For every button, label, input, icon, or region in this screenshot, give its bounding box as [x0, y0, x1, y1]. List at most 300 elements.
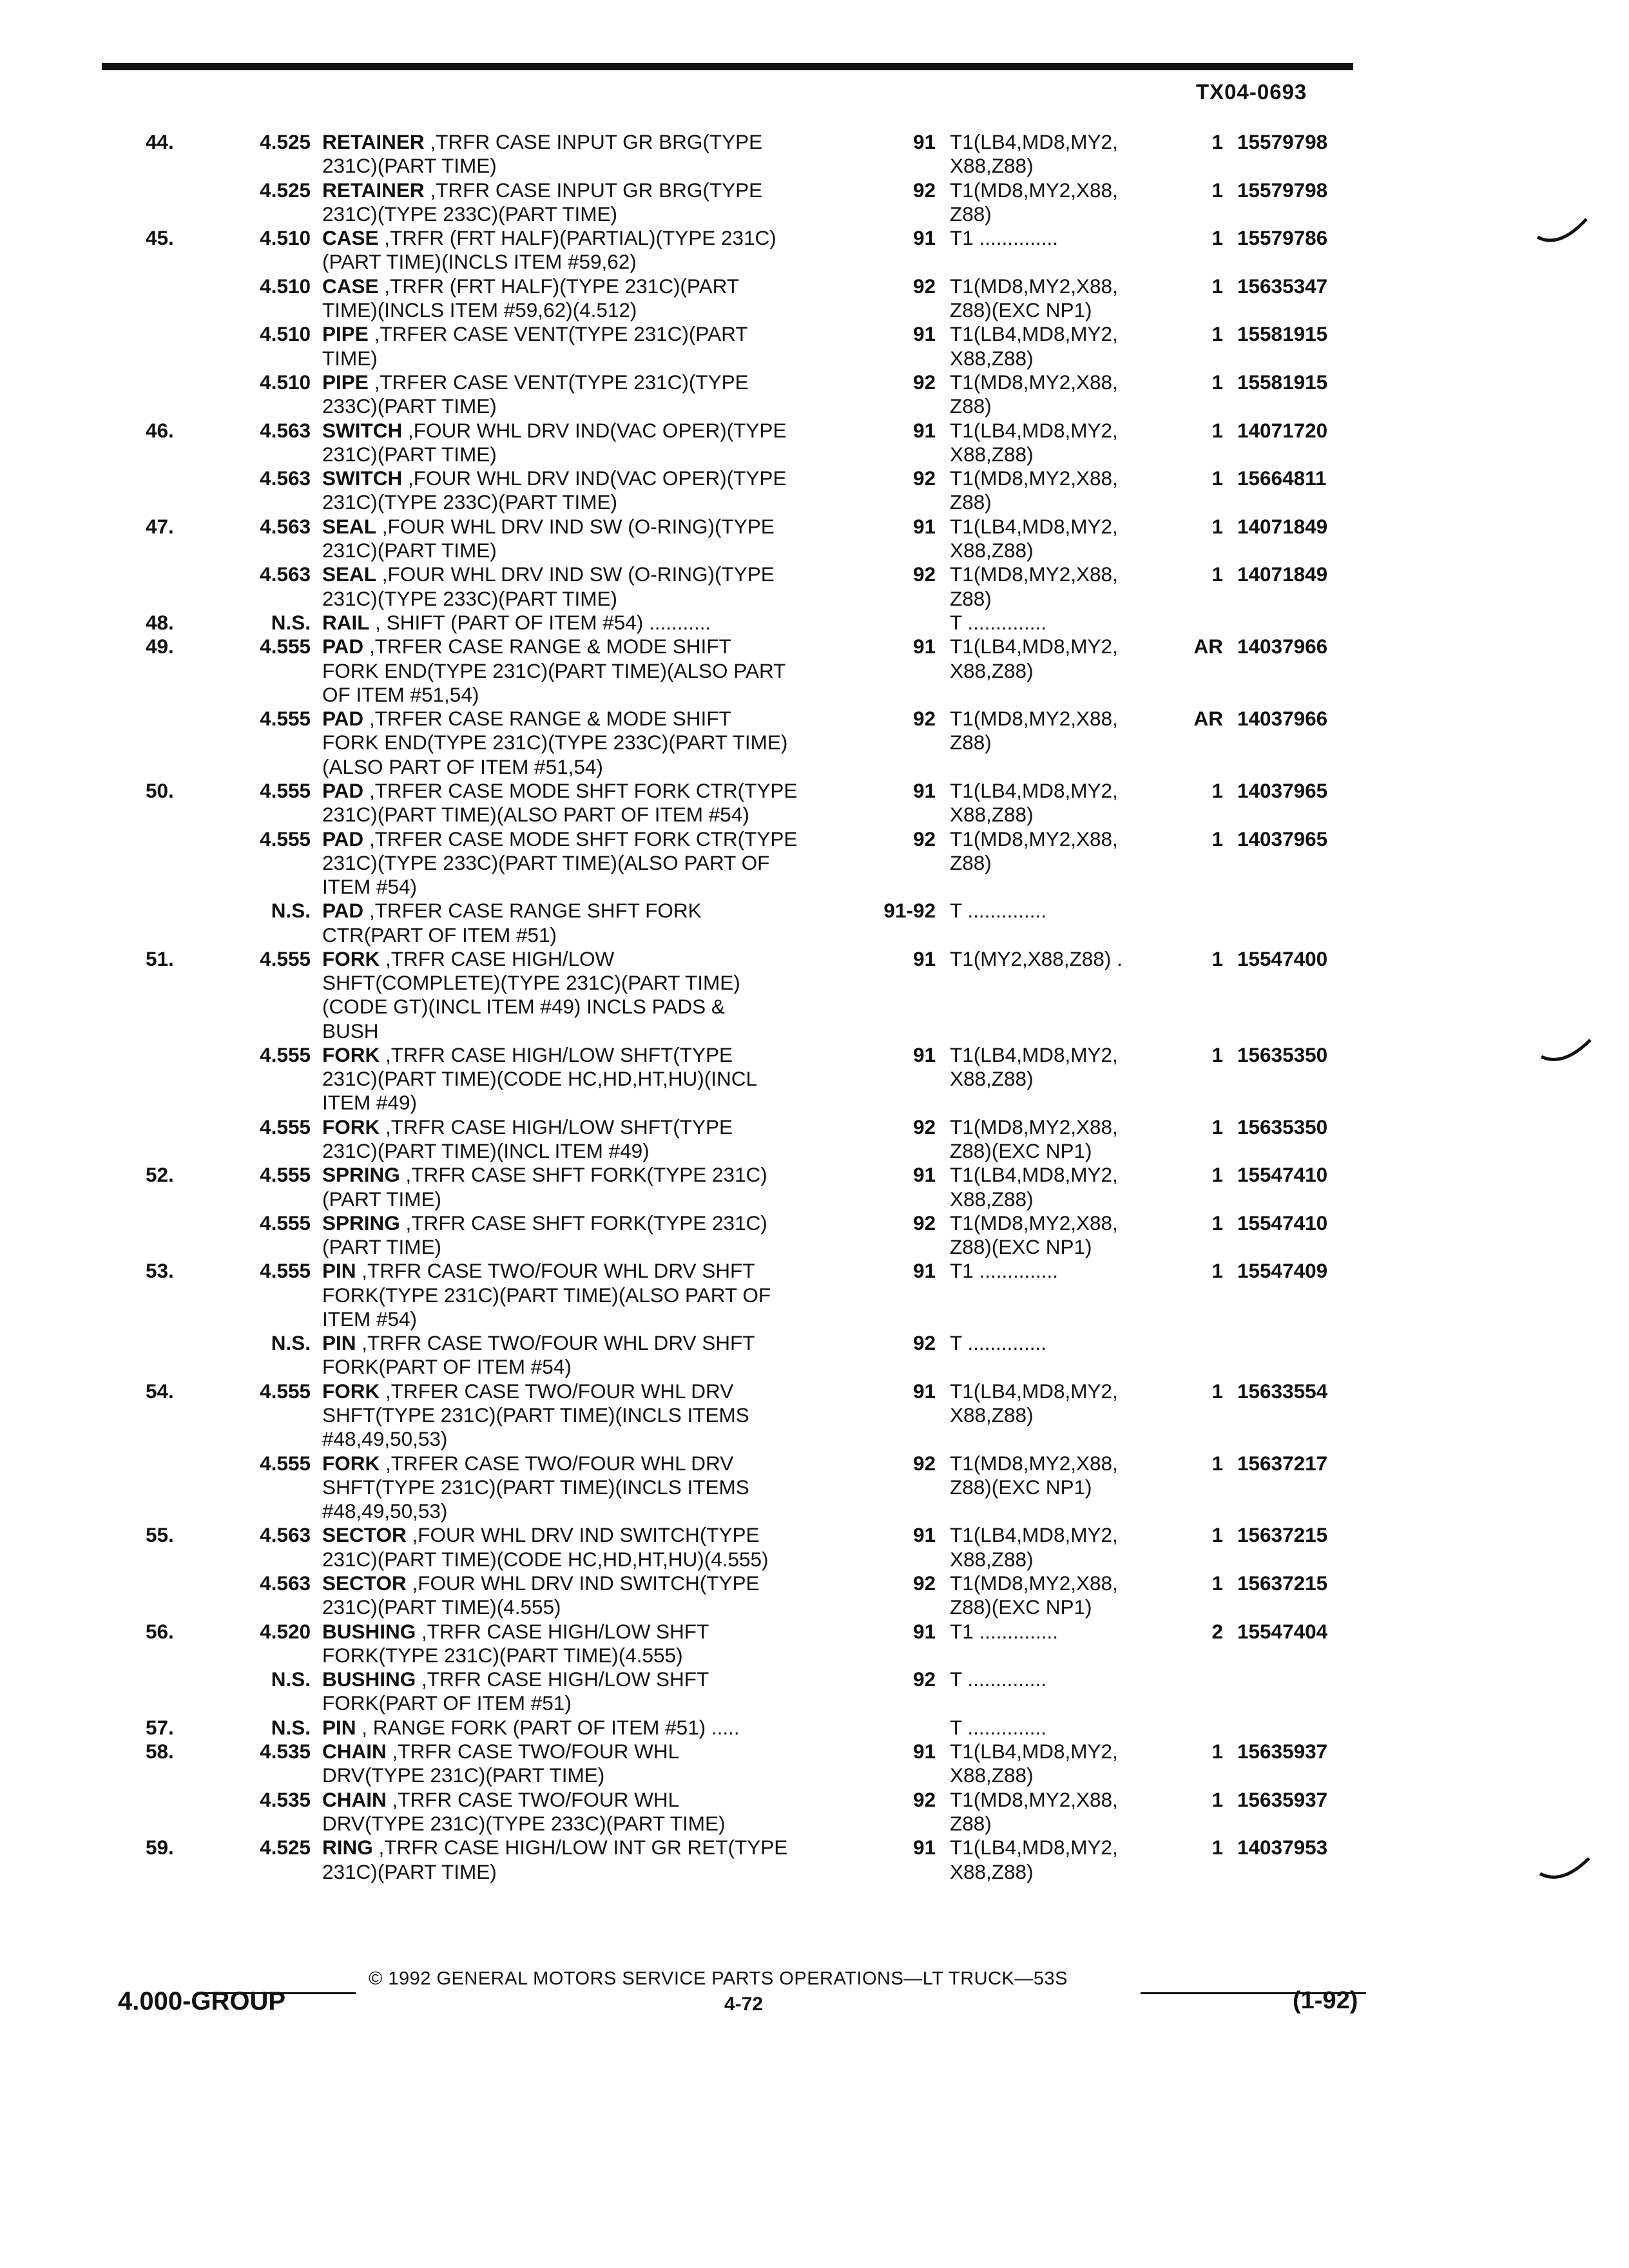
table-row — [0, 635, 1629, 707]
model-code: T1(MD8,MY2,X88, — [950, 274, 1118, 298]
part-number: 15637215 — [1237, 1523, 1328, 1547]
part-number: 15635347 — [1237, 274, 1328, 298]
part-desc-cont: FORK END(TYPE 231C)(PART TIME)(ALSO PART — [322, 658, 786, 682]
model-year: 92 — [912, 1667, 936, 1691]
model-usage — [950, 1740, 1195, 1787]
item-number: 51. — [146, 947, 174, 970]
description — [322, 611, 889, 635]
model-year: 91 — [912, 1619, 936, 1643]
part-desc-cont: 231C)(PART TIME)(4.555) — [322, 1595, 561, 1619]
model-usage — [950, 466, 1195, 514]
model-year: 91 — [912, 226, 936, 250]
table-row — [0, 1716, 1629, 1740]
part-desc: ,TRFER CASE RANGE & MODE SHIFT — [369, 635, 731, 658]
part-desc-cont: 231C)(PART TIME) — [322, 154, 497, 178]
part-name: PIN — [322, 1259, 356, 1283]
model-code: T1(LB4,MD8,MY2, — [950, 778, 1118, 802]
model-usage — [950, 178, 1195, 226]
part-desc-cont: TIME)(INCLS ITEM #59,62)(4.512) — [322, 298, 637, 322]
model-code-cont: X88,Z88) — [950, 803, 1034, 827]
group-number: 4.555 — [260, 1163, 311, 1187]
model-year: 91 — [912, 130, 936, 153]
model-code: T1(LB4,MD8,MY2, — [950, 418, 1118, 442]
description — [322, 779, 889, 827]
quantity: 1 — [1211, 1740, 1223, 1763]
part-desc-cont: (ALSO PART OF ITEM #51,54) — [322, 754, 603, 778]
part-desc: ,TRFR CASE HIGH/LOW INT GR RET(TYPE — [378, 1836, 788, 1860]
group-number: 4.555 — [260, 947, 311, 970]
part-name: PIN — [322, 1715, 356, 1739]
table-row — [0, 1379, 1629, 1452]
part-name: RING — [322, 1836, 373, 1860]
part-number: 15635350 — [1237, 1043, 1328, 1066]
group-number: N.S. — [271, 610, 311, 634]
description — [322, 1620, 889, 1667]
description — [322, 1331, 889, 1379]
group-number: 4.535 — [260, 1787, 311, 1811]
part-desc: ,TRFR CASE HIGH/LOW SHFT — [421, 1619, 709, 1643]
model-code: T1(LB4,MD8,MY2, — [950, 1379, 1118, 1403]
group-number: 4.555 — [260, 778, 311, 802]
part-number: 14071720 — [1237, 418, 1328, 442]
part-desc-cont: #48,49,50,53) — [322, 1427, 448, 1451]
model-code: T1(MD8,MY2,X88, — [950, 178, 1118, 202]
model-code: T1(MD8,MY2,X88, — [950, 1451, 1118, 1475]
model-code: T1(LB4,MD8,MY2, — [950, 1740, 1118, 1763]
quantity: 1 — [1211, 370, 1223, 394]
model-code: T .............. — [950, 1667, 1046, 1691]
part-desc: ,TRFR CASE TWO/FOUR WHL DRV SHFT — [361, 1331, 755, 1355]
part-name: SECTOR — [322, 1571, 407, 1595]
quantity: 1 — [1211, 130, 1223, 153]
model-usage — [950, 130, 1195, 178]
binder-mark-icon — [1534, 211, 1592, 250]
quantity: 1 — [1211, 1787, 1223, 1811]
model-code-cont: Z88)(EXC NP1) — [950, 298, 1092, 322]
item-number: 47. — [146, 514, 174, 538]
quantity: 1 — [1211, 778, 1223, 802]
group-number: N.S. — [271, 899, 311, 923]
model-usage — [950, 515, 1195, 562]
table-row — [0, 130, 1629, 178]
parts-list — [0, 130, 1629, 1884]
model-code: T1(MD8,MY2,X88, — [950, 562, 1118, 586]
model-code-cont: Z88)(EXC NP1) — [950, 1475, 1092, 1499]
part-desc: ,TRFER CASE TWO/FOUR WHL DRV — [385, 1451, 734, 1475]
table-row — [0, 1667, 1629, 1716]
part-desc-cont: 231C)(PART TIME)(INCL ITEM #49) — [322, 1139, 650, 1162]
part-name: PAD — [322, 635, 364, 658]
description — [322, 1211, 889, 1259]
description — [322, 1571, 889, 1619]
model-code: T1(MD8,MY2,X88, — [950, 707, 1118, 731]
model-code: T1(LB4,MD8,MY2, — [950, 1523, 1118, 1547]
model-usage — [950, 1571, 1195, 1619]
table-row — [0, 419, 1629, 467]
model-year: 91 — [912, 778, 936, 802]
description — [322, 827, 889, 899]
part-desc: ,TRFR (FRT HALF)(PARTIAL)(TYPE 231C) — [384, 226, 776, 250]
part-name: FORK — [322, 1115, 380, 1139]
part-desc-cont: SHFT(COMPLETE)(TYPE 231C)(PART TIME) — [322, 971, 740, 995]
table-row — [0, 466, 1629, 515]
quantity: 1 — [1211, 827, 1223, 850]
part-desc: ,TRFR CASE INPUT GR BRG(TYPE — [430, 178, 763, 202]
model-usage — [950, 1211, 1195, 1259]
part-desc-cont: FORK(TYPE 231C)(PART TIME)(4.555) — [322, 1643, 683, 1667]
description — [322, 515, 889, 562]
model-year: 91 — [912, 1163, 936, 1187]
model-code: T .............. — [950, 1331, 1046, 1355]
group-number: 4.555 — [260, 1451, 311, 1475]
model-year: 92 — [912, 1451, 936, 1475]
table-row — [0, 899, 1629, 947]
description — [322, 899, 889, 947]
table-row — [0, 1211, 1629, 1260]
footer-page-number: 4-72 — [724, 1994, 764, 2015]
description — [322, 562, 889, 610]
table-row — [0, 1788, 1629, 1836]
model-usage — [950, 322, 1195, 370]
group-number: 4.563 — [260, 418, 311, 442]
part-desc: ,TRFR (FRT HALF)(TYPE 231C)(PART — [384, 274, 740, 298]
part-desc-cont: (PART TIME) — [322, 1235, 441, 1259]
binder-mark-icon — [1536, 1849, 1594, 1888]
model-code-cont: Z88)(EXC NP1) — [950, 1139, 1092, 1162]
model-code: T1(LB4,MD8,MY2, — [950, 130, 1118, 153]
model-code-cont: Z88)(EXC NP1) — [950, 1595, 1092, 1619]
model-code-cont: X88,Z88) — [950, 1403, 1034, 1427]
part-desc-cont: OF ITEM #51,54) — [322, 682, 479, 706]
table-row — [0, 322, 1629, 370]
part-desc: ,FOUR WHL DRV IND SW (O-RING)(TYPE — [381, 562, 775, 586]
quantity: 1 — [1211, 226, 1223, 250]
model-code: T .............. — [950, 610, 1046, 634]
model-usage — [950, 779, 1195, 827]
part-desc: , RANGE FORK (PART OF ITEM #51) ..... — [361, 1715, 740, 1739]
model-year: 91 — [912, 1740, 936, 1763]
table-row — [0, 827, 1629, 899]
table-row — [0, 1571, 1629, 1620]
part-name: CASE — [322, 226, 379, 250]
part-desc-cont: 231C)(PART TIME) — [322, 538, 497, 562]
part-number: 14037965 — [1237, 778, 1328, 802]
model-code: T1(MD8,MY2,X88, — [950, 827, 1118, 850]
table-row — [0, 1523, 1629, 1571]
group-number: 4.555 — [260, 1115, 311, 1139]
model-usage — [950, 1667, 1195, 1691]
description — [322, 1788, 889, 1836]
part-number: 15635937 — [1237, 1740, 1328, 1763]
model-usage — [950, 827, 1195, 875]
part-desc: ,TRFER CASE VENT(TYPE 231C)(TYPE — [374, 370, 749, 394]
part-number: 15579786 — [1237, 226, 1328, 250]
part-desc: ,FOUR WHL DRV IND(VAC OPER)(TYPE — [408, 466, 787, 490]
model-year: 92 — [912, 466, 936, 490]
part-desc: ,TRFR CASE INPUT GR BRG(TYPE — [430, 130, 763, 153]
model-usage — [950, 274, 1195, 322]
model-usage — [950, 1115, 1195, 1163]
group-number: 4.525 — [260, 178, 311, 202]
part-name: PAD — [322, 707, 364, 731]
part-desc-cont: FORK(PART OF ITEM #54) — [322, 1355, 572, 1379]
part-name: PAD — [322, 778, 364, 802]
part-number: 15635937 — [1237, 1787, 1328, 1811]
part-number: 15581915 — [1237, 370, 1328, 394]
description — [322, 635, 889, 707]
part-desc: ,TRFR CASE HIGH/LOW SHFT(TYPE — [385, 1043, 733, 1066]
part-number: 15637217 — [1237, 1451, 1328, 1475]
table-row — [0, 1163, 1629, 1211]
part-name: SEAL — [322, 562, 377, 586]
part-desc: ,TRFER CASE RANGE & MODE SHIFT — [369, 707, 731, 731]
part-desc-cont: FORK(PART OF ITEM #51) — [322, 1691, 572, 1715]
description — [322, 226, 889, 274]
model-code-cont: X88,Z88) — [950, 1763, 1034, 1787]
part-number: 15579798 — [1237, 178, 1328, 202]
item-number: 45. — [146, 226, 174, 250]
model-year: 92 — [912, 274, 936, 298]
part-number: 15633554 — [1237, 1379, 1328, 1403]
group-number: 4.563 — [260, 562, 311, 586]
part-number: 15664811 — [1237, 466, 1327, 490]
item-number: 57. — [146, 1715, 174, 1739]
model-year: 92 — [912, 1115, 936, 1139]
part-number: 14037953 — [1237, 1836, 1328, 1860]
table-row — [0, 1115, 1629, 1164]
group-number: 4.555 — [260, 1379, 311, 1403]
group-number: N.S. — [271, 1331, 311, 1355]
model-usage — [950, 1836, 1195, 1883]
group-number: 4.563 — [260, 1571, 311, 1595]
group-number: N.S. — [271, 1715, 311, 1739]
table-row — [0, 370, 1629, 419]
model-code-cont: Z88) — [950, 850, 992, 874]
quantity: 1 — [1211, 947, 1223, 970]
table-row — [0, 779, 1629, 827]
item-number: 48. — [146, 610, 174, 634]
description — [322, 1379, 889, 1452]
part-name: BUSHING — [322, 1619, 416, 1643]
table-row — [0, 226, 1629, 274]
part-desc: ,TRFER CASE RANGE SHFT FORK — [369, 899, 702, 923]
part-number: 14071849 — [1237, 562, 1328, 586]
part-name: RAIL — [322, 610, 370, 634]
model-year: 92 — [912, 562, 936, 586]
part-desc-cont: DRV(TYPE 231C)(TYPE 233C)(PART TIME) — [322, 1812, 726, 1836]
model-year: 91 — [912, 514, 936, 538]
model-code: T1 .............. — [950, 1259, 1059, 1283]
model-year: 91 — [912, 1043, 936, 1066]
model-code: T .............. — [950, 1715, 1046, 1739]
table-row — [0, 274, 1629, 323]
group-number: 4.555 — [260, 707, 311, 731]
quantity: 1 — [1211, 178, 1223, 202]
description — [322, 947, 889, 1043]
description — [322, 707, 889, 779]
part-desc: ,TRFR CASE HIGH/LOW SHFT(TYPE — [385, 1115, 733, 1139]
description — [322, 370, 889, 418]
group-number: 4.510 — [260, 226, 311, 250]
part-desc-cont: ITEM #54) — [322, 874, 418, 898]
part-desc: ,FOUR WHL DRV IND SW (O-RING)(TYPE — [381, 514, 775, 538]
part-desc: ,TRFER CASE TWO/FOUR WHL DRV — [385, 1379, 734, 1403]
model-usage — [950, 1259, 1195, 1283]
item-number: 53. — [146, 1259, 174, 1283]
item-number: 46. — [146, 418, 174, 442]
group-number: 4.510 — [260, 370, 311, 394]
part-desc: ,TRFR CASE TWO/FOUR WHL — [392, 1740, 680, 1763]
model-code-cont: Z88) — [950, 586, 992, 610]
quantity: 1 — [1211, 418, 1223, 442]
model-year: 92 — [912, 370, 936, 394]
part-desc: ,TRFER CASE MODE SHFT FORK CTR(TYPE — [369, 827, 798, 850]
model-code-cont: Z88) — [950, 394, 992, 418]
model-usage — [950, 1163, 1195, 1211]
quantity: 1 — [1211, 1523, 1223, 1547]
part-desc-cont: 231C)(TYPE 233C)(PART TIME) — [322, 202, 618, 226]
model-usage — [950, 1331, 1195, 1355]
item-number: 54. — [146, 1379, 174, 1403]
model-year: 92 — [912, 1571, 936, 1595]
part-name: FORK — [322, 1451, 380, 1475]
model-code: T1 .............. — [950, 226, 1059, 250]
model-year: 91 — [912, 418, 936, 442]
model-code: T1(MY2,X88,Z88) . — [950, 947, 1123, 970]
model-code-cont: Z88)(EXC NP1) — [950, 1235, 1092, 1259]
quantity: 1 — [1211, 1259, 1223, 1283]
part-name: RETAINER — [322, 178, 425, 202]
part-number: 14037965 — [1237, 827, 1328, 850]
model-code: T1(LB4,MD8,MY2, — [950, 1043, 1118, 1066]
item-number: 49. — [146, 635, 174, 658]
model-code-cont: X88,Z88) — [950, 1860, 1034, 1883]
group-number: 4.555 — [260, 1043, 311, 1066]
part-desc: ,TRFR CASE SHFT FORK(TYPE 231C) — [405, 1211, 767, 1235]
part-desc-cont: 233C)(PART TIME) — [322, 394, 497, 418]
part-desc-cont: ITEM #49) — [322, 1091, 418, 1115]
model-usage — [950, 707, 1195, 754]
model-year: 91 — [912, 1259, 936, 1283]
model-usage — [950, 370, 1195, 418]
part-desc: ,FOUR WHL DRV IND SWITCH(TYPE — [412, 1571, 760, 1595]
model-year: 91 — [912, 322, 936, 346]
quantity: 1 — [1211, 1043, 1223, 1066]
model-usage — [950, 1716, 1195, 1740]
model-usage — [950, 1620, 1195, 1644]
part-desc-cont: 231C)(PART TIME) — [322, 442, 497, 466]
description — [322, 419, 889, 466]
model-code-cont: Z88) — [950, 202, 992, 226]
part-desc-cont: FORK(TYPE 231C)(PART TIME)(ALSO PART OF — [322, 1283, 771, 1307]
description — [322, 1740, 889, 1787]
table-row — [0, 1259, 1629, 1331]
part-desc-cont: 231C)(PART TIME)(ALSO PART OF ITEM #54) — [322, 803, 749, 827]
part-desc-cont: (PART TIME) — [322, 1187, 441, 1211]
part-desc-cont: TIME) — [322, 346, 378, 370]
part-number: 15581915 — [1237, 322, 1328, 346]
quantity: 1 — [1211, 1571, 1223, 1595]
description — [322, 178, 889, 226]
group-number: 4.555 — [260, 635, 311, 658]
description — [322, 274, 889, 322]
footer-date: (1-92) — [1293, 1987, 1358, 2014]
part-desc-cont: 231C)(PART TIME)(CODE HC,HD,HT,HU)(4.555) — [322, 1547, 769, 1571]
quantity: AR — [1193, 635, 1223, 658]
item-number: 58. — [146, 1740, 174, 1763]
part-number: 15579798 — [1237, 130, 1328, 153]
model-code: T1(LB4,MD8,MY2, — [950, 322, 1118, 346]
part-desc: ,TRFR CASE TWO/FOUR WHL — [392, 1787, 680, 1811]
model-year: 91-92 — [883, 899, 936, 923]
item-number: 44. — [146, 130, 174, 153]
table-row — [0, 1452, 1629, 1524]
description — [322, 1716, 889, 1740]
model-year: 91 — [912, 1836, 936, 1860]
model-usage — [950, 419, 1195, 466]
part-desc-cont: (CODE GT)(INCL ITEM #49) INCLS PADS & — [322, 995, 725, 1019]
part-number: 14037966 — [1237, 635, 1328, 658]
group-number: 4.520 — [260, 1619, 311, 1643]
part-desc-cont: #48,49,50,53) — [322, 1499, 448, 1523]
quantity: 1 — [1211, 1115, 1223, 1139]
table-row — [0, 562, 1629, 611]
part-number: 15637215 — [1237, 1571, 1328, 1595]
top-rule — [102, 63, 1353, 70]
model-code-cont: Z88) — [950, 1812, 992, 1836]
quantity: 1 — [1211, 1451, 1223, 1475]
table-row — [0, 707, 1629, 779]
part-desc-cont: FORK END(TYPE 231C)(TYPE 233C)(PART TIME) — [322, 731, 788, 754]
model-usage — [950, 611, 1195, 635]
table-row — [0, 1331, 1629, 1379]
model-usage — [950, 899, 1195, 923]
table-row — [0, 1620, 1629, 1668]
group-number: 4.555 — [260, 1259, 311, 1283]
table-row — [0, 1043, 1629, 1115]
model-code: T1(LB4,MD8,MY2, — [950, 514, 1118, 538]
part-name: SWITCH — [322, 466, 403, 490]
part-name: RETAINER — [322, 130, 425, 153]
group-number: 4.563 — [260, 466, 311, 490]
model-code: T1(MD8,MY2,X88, — [950, 1787, 1118, 1811]
model-usage — [950, 1043, 1195, 1091]
table-row — [0, 947, 1629, 1043]
model-code-cont: Z88) — [950, 490, 992, 514]
part-name: PIPE — [322, 370, 369, 394]
model-usage — [950, 226, 1195, 250]
model-code: T1(MD8,MY2,X88, — [950, 1115, 1118, 1139]
model-code-cont: X88,Z88) — [950, 442, 1034, 466]
part-number: 14037966 — [1237, 707, 1328, 731]
table-row — [0, 178, 1629, 227]
model-year: 92 — [912, 707, 936, 731]
description — [322, 1667, 889, 1715]
model-code: T1(MD8,MY2,X88, — [950, 466, 1118, 490]
quantity: AR — [1193, 707, 1223, 731]
item-number: 52. — [146, 1163, 174, 1187]
model-code-cont: X88,Z88) — [950, 538, 1034, 562]
model-code: T1 .............. — [950, 1619, 1059, 1643]
model-code-cont: Z88) — [950, 731, 992, 754]
model-usage — [950, 1788, 1195, 1836]
quantity: 1 — [1211, 274, 1223, 298]
part-number: 15547409 — [1237, 1259, 1328, 1283]
description — [322, 1043, 889, 1115]
part-name: PIN — [322, 1331, 356, 1355]
part-name: SPRING — [322, 1163, 400, 1187]
part-name: SPRING — [322, 1211, 400, 1235]
